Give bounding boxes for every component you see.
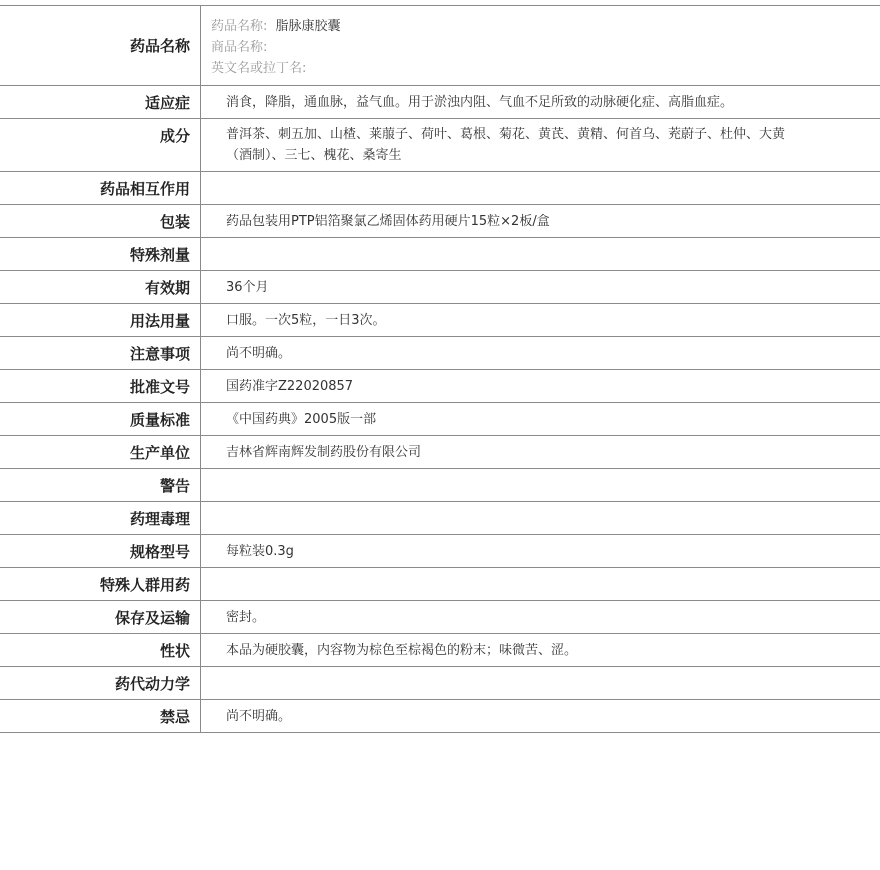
row-interactions bbox=[0, 172, 880, 205]
row-label: 警告 bbox=[0, 469, 201, 502]
row-special-dosage bbox=[0, 238, 880, 271]
row-value bbox=[201, 667, 880, 700]
row-value: 36个月 bbox=[201, 271, 880, 304]
generic-name-value: 脂脉康胶囊 bbox=[275, 19, 341, 34]
row-label: 有效期 bbox=[0, 271, 201, 304]
trade-name-prefix: 商品名称: bbox=[211, 40, 268, 55]
row-contraindications bbox=[0, 700, 880, 733]
row-value bbox=[201, 469, 880, 502]
row-value: 每粒装0.3g bbox=[201, 535, 880, 568]
row-packaging bbox=[0, 205, 880, 238]
row-ingredients bbox=[0, 119, 880, 172]
row-usage-dosage bbox=[0, 304, 880, 337]
row-label: 用法用量 bbox=[0, 304, 201, 337]
row-value bbox=[201, 568, 880, 601]
row-pharmacokinetics bbox=[0, 667, 880, 700]
row-value: 密封。 bbox=[201, 601, 880, 634]
row-label: 注意事项 bbox=[0, 337, 201, 370]
row-value: 普洱茶、刺五加、山楂、莱菔子、荷叶、葛根、菊花、黄芪、黄精、何首乌、茺蔚子、杜仲、大黄（酒制）、三七、槐花、桑寄生 bbox=[201, 119, 880, 172]
row-value: 口服。一次5粒，一日3次。 bbox=[201, 304, 880, 337]
row-value bbox=[201, 238, 880, 271]
english-name-line bbox=[211, 58, 800, 79]
row-label: 成分 bbox=[0, 119, 201, 172]
row-label: 药理毒理 bbox=[0, 502, 201, 535]
row-label: 保存及运输 bbox=[0, 601, 201, 634]
row-label: 性状 bbox=[0, 634, 201, 667]
row-label: 规格型号 bbox=[0, 535, 201, 568]
row-special-populations bbox=[0, 568, 880, 601]
row-label: 适应症 bbox=[0, 86, 201, 119]
row-value bbox=[201, 502, 880, 535]
row-value bbox=[201, 6, 880, 86]
row-specification bbox=[0, 535, 880, 568]
english-name-prefix: 英文名或拉丁名: bbox=[211, 61, 307, 76]
row-label: 包装 bbox=[0, 205, 201, 238]
row-label: 药代动力学 bbox=[0, 667, 201, 700]
row-label: 禁忌 bbox=[0, 700, 201, 733]
row-label: 生产单位 bbox=[0, 436, 201, 469]
row-quality-standard bbox=[0, 403, 880, 436]
row-pharmacology bbox=[0, 502, 880, 535]
row-drug-name bbox=[0, 6, 880, 86]
generic-name-prefix: 药品名称: bbox=[211, 19, 268, 34]
row-label: 特殊剂量 bbox=[0, 238, 201, 271]
row-warning bbox=[0, 469, 880, 502]
row-value: 《中国药典》2005版一部 bbox=[201, 403, 880, 436]
row-label: 质量标准 bbox=[0, 403, 201, 436]
drug-info-table bbox=[0, 5, 880, 733]
trade-name-line bbox=[211, 37, 800, 58]
generic-name-line bbox=[211, 16, 800, 37]
row-indications bbox=[0, 86, 880, 119]
row-approval-number bbox=[0, 370, 880, 403]
row-label: 药品名称 bbox=[0, 6, 201, 86]
row-label: 特殊人群用药 bbox=[0, 568, 201, 601]
row-value: 消食，降脂，通血脉，益气血。用于淤浊内阻、气血不足所致的动脉硬化症、高脂血症。 bbox=[201, 86, 880, 119]
row-value: 国药准字Z22020857 bbox=[201, 370, 880, 403]
row-label: 药品相互作用 bbox=[0, 172, 201, 205]
row-precautions bbox=[0, 337, 880, 370]
row-storage-transport bbox=[0, 601, 880, 634]
row-value: 药品包装用PTP铝箔聚氯乙烯固体药用硬片15粒×2板/盒 bbox=[201, 205, 880, 238]
row-value: 尚不明确。 bbox=[201, 337, 880, 370]
row-manufacturer bbox=[0, 436, 880, 469]
row-label: 批准文号 bbox=[0, 370, 201, 403]
row-value: 吉林省辉南辉发制药股份有限公司 bbox=[201, 436, 880, 469]
drug-info-sheet bbox=[0, 5, 880, 733]
row-shelf-life bbox=[0, 271, 880, 304]
row-value: 本品为硬胶囊，内容物为棕色至棕褐色的粉末；味微苦、涩。 bbox=[201, 634, 880, 667]
row-description bbox=[0, 634, 880, 667]
row-value: 尚不明确。 bbox=[201, 700, 880, 733]
row-value bbox=[201, 172, 880, 205]
